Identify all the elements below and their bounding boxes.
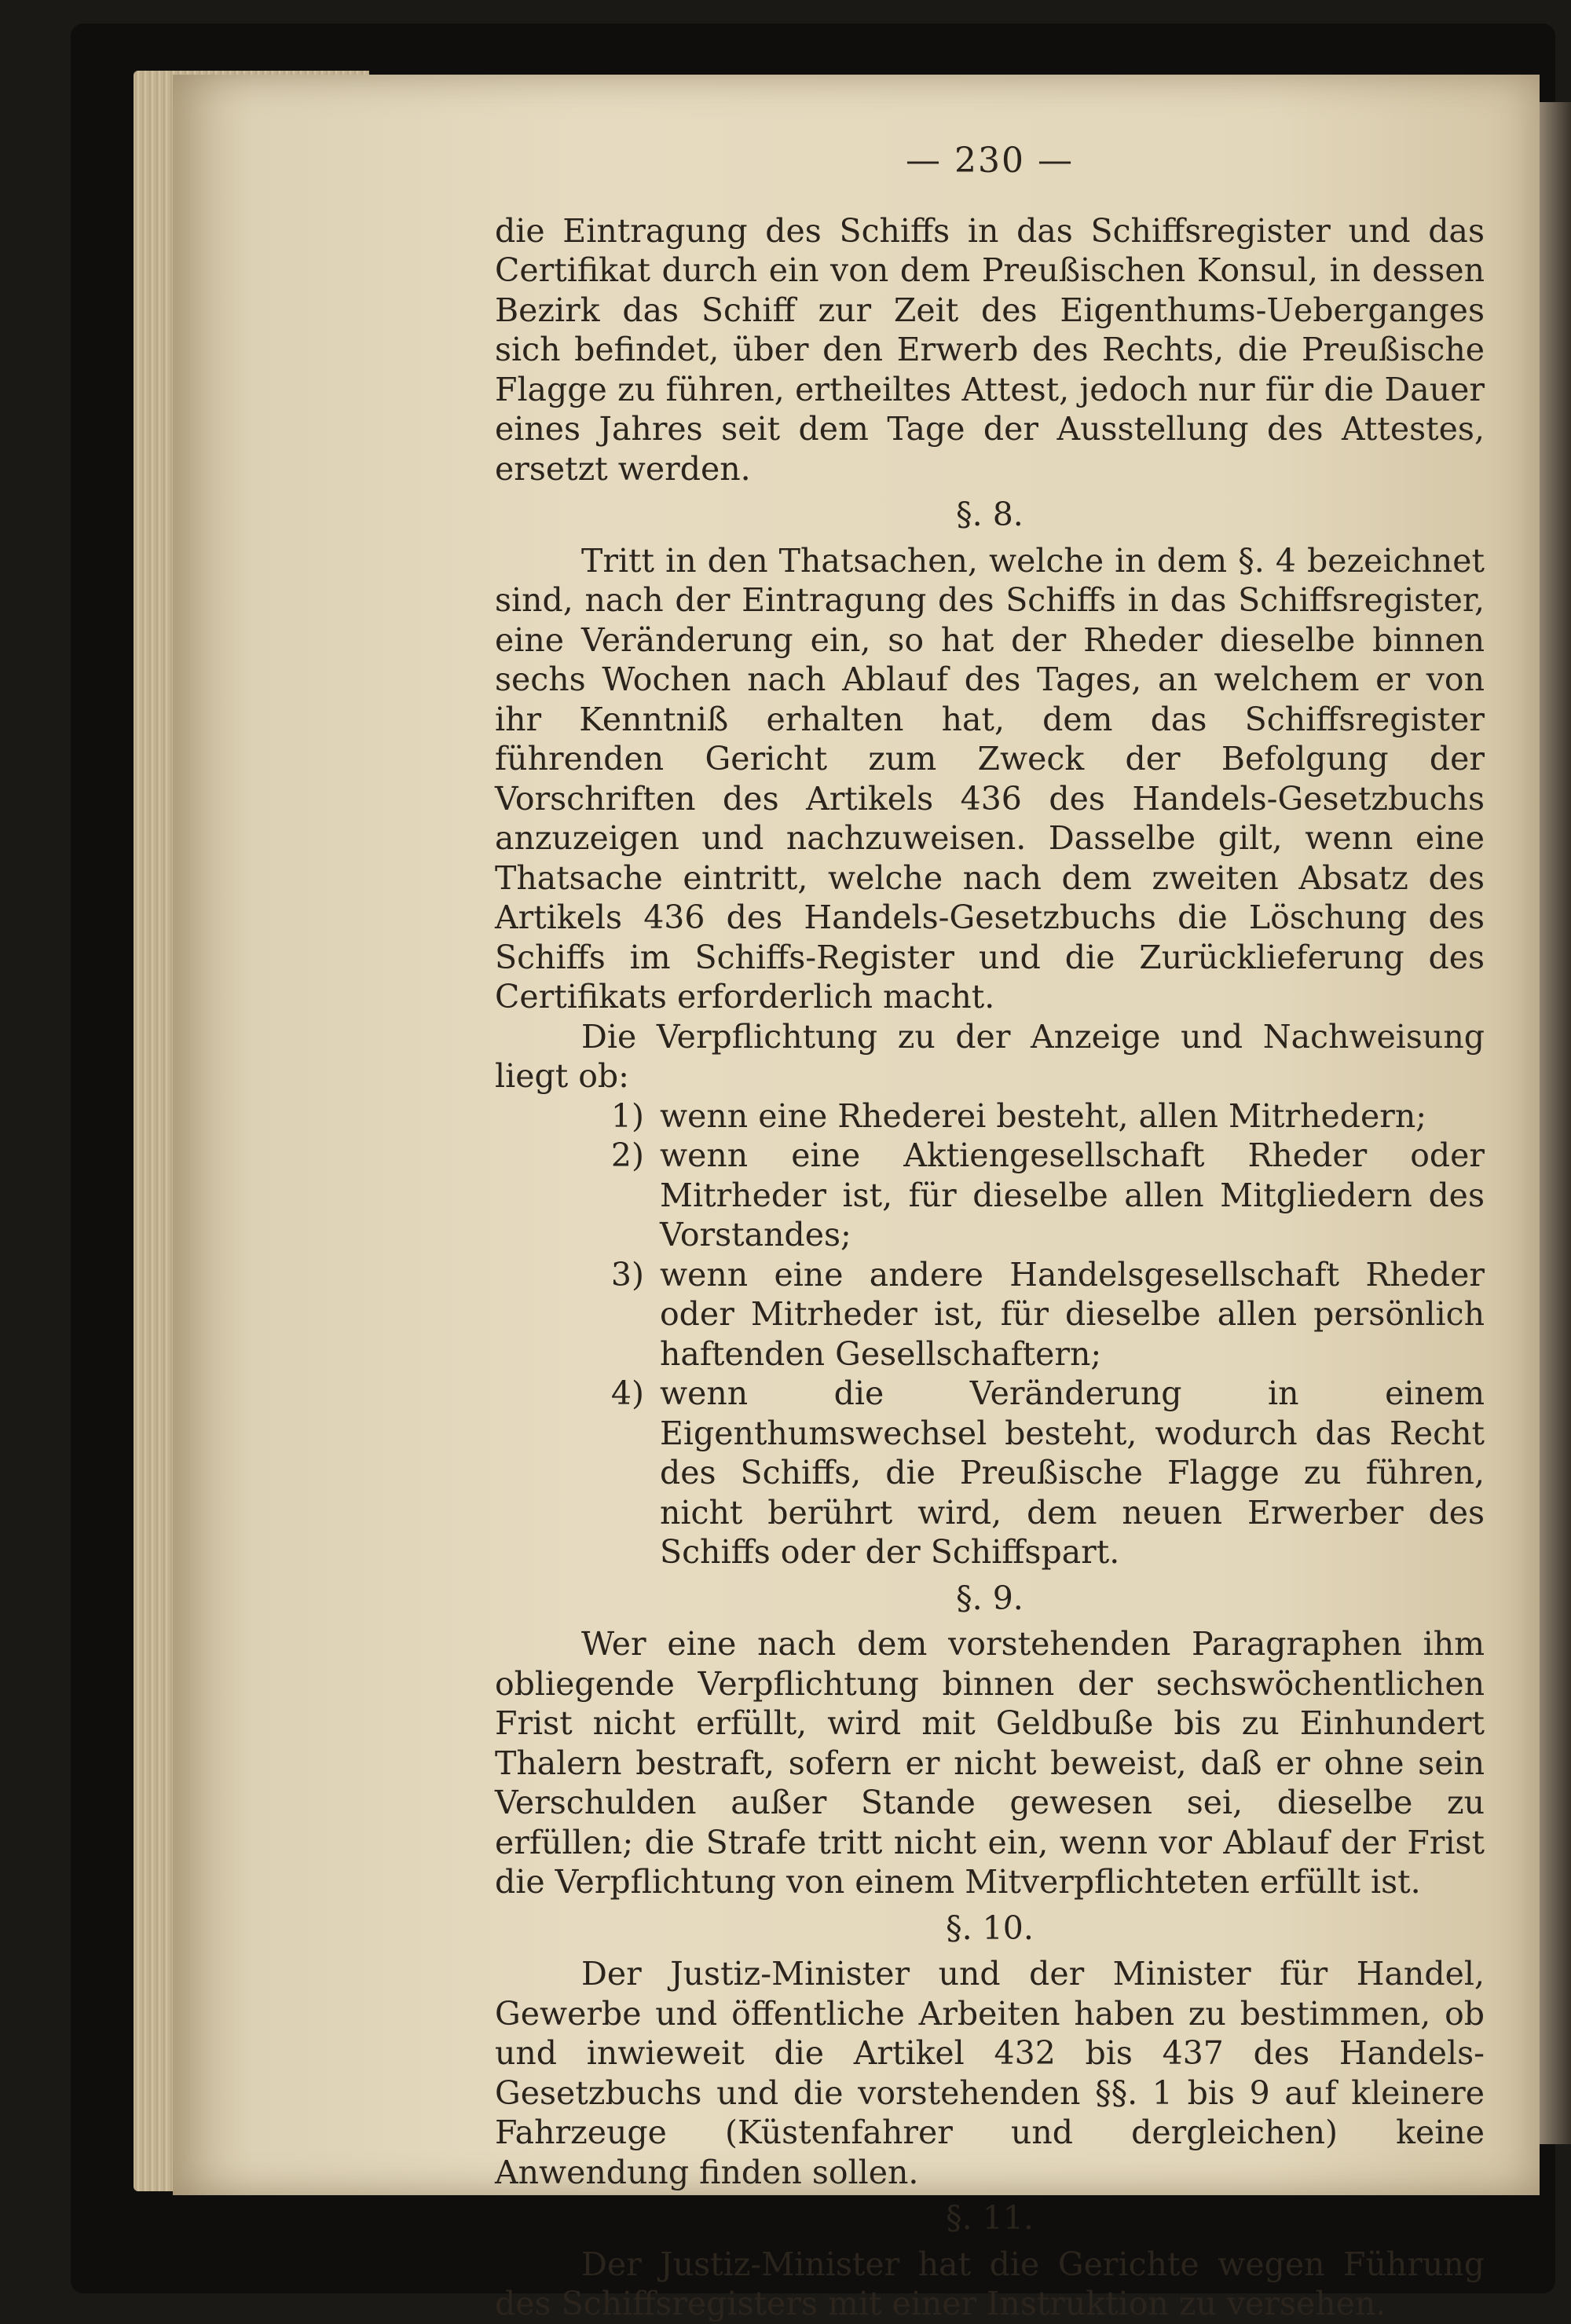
list-item [495, 1136, 1485, 1255]
list-text: wenn eine andere Handelsgesellschaft Rheder oder Mitrheder ist, für dieselbe allen persönlich haftenden Gesellschaftern; [660, 1255, 1485, 1373]
page-text [495, 141, 1485, 2324]
list-text: wenn die Veränderung in einem Eigenthumswechsel besteht, wodurch das Recht des Schiffs, die Preußische Flagge zu führen, nicht berührt wird, dem neuen Erwerber des Schiffs oder der Schiffspart. [660, 1374, 1485, 1571]
page-number: — 230 — [906, 141, 1074, 181]
paragraph-8-2: Die Verpflichtung zu der Anzeige und Nachweisung liegt ob: [495, 1017, 1485, 1095]
paragraph-11-1: Der Justiz-Minister hat die Gerichte wegen Führung des Schiffsregisters mit einer Instruktion zu versehen. [495, 2245, 1485, 2322]
paragraph-8-1: Tritt in den Thatsachen, welche in dem §. 4 bezeichnet sind, nach der Eintragung des Schiffs in das Schiffsregister, eine Veränderung ein, so hat der Rheder dieselbe binnen sechs Wochen nach Ablauf des Tages, an welchem er von ihr Kenntniß erhalten hat, dem das Schiffsregister führenden Gericht zum Zweck der Befolgung der Vorschriften des Artikels 436 des Handels-Gesetzbuchs anzuzeigen und nachzuweisen. Dasselbe gilt, wenn eine Thatsache eintritt, welche nach dem zweiten Absatz des Artikels 436 des Handels-Gesetzbuchs die Löschung des Schiffs im Schiffs-Register und die Zurücklieferung des Certifikats erforderlich macht. [495, 541, 1485, 1016]
list-number: 1) [610, 1096, 644, 1135]
paragraph-continued: die Eintragung des Schiffs in das Schiffsregister und das Certifikat durch ein von dem Preußischen Konsul, in dessen Bezirk das Schiff zur Zeit des Eigenthums-Ueberganges sich befindet, über den Erwerb des Rechts, die Preußische Flagge zu führen, ertheiltes Attest, jedoch nur für die Dauer eines Jahres seit dem Tage der Ausstellung des Attestes, ersetzt werden. [495, 211, 1485, 488]
list-number: 4) [610, 1374, 644, 1412]
section-heading-8: §. 8. [956, 496, 1024, 533]
list-item [495, 1255, 1485, 1374]
paragraph-9-1: Wer eine nach dem vorstehenden Paragraphen ihm obliegende Verpflichtung binnen der sechswöchentlichen Frist nicht erfüllt, wird mit Geldbuße bis zu Einhundert Thalern bestraft, sofern er nicht beweist, daß er ohne sein Verschulden außer Stande gewesen sei, dieselbe zu erfüllen; die Strafe tritt nicht ein, wenn vor Ablauf der Frist die Verpflichtung von einem Mitverpflichteten erfüllt ist. [495, 1625, 1485, 1901]
book-gutter [1540, 102, 1571, 2144]
list-text: wenn eine Aktiengesellschaft Rheder oder Mitrheder ist, für dieselbe allen Mitgliedern des Vorstandes; [660, 1136, 1485, 1253]
list-text: wenn eine Rhederei besteht, allen Mitrhedern; [660, 1096, 1427, 1135]
paragraph-10-1: Der Justiz-Minister und der Minister für Handel, Gewerbe und öffentliche Arbeiten haben zu bestimmen, ob und inwieweit die Artikel 432 bis 437 des Handels-Gesetzbuchs und die vorstehenden §§. 1 bis 9 auf kleinere Fahrzeuge (Küstenfahrer und dergleichen) keine Anwendung finden sollen. [495, 1955, 1485, 2191]
list-number: 3) [610, 1255, 644, 1294]
list-number: 2) [610, 1136, 644, 1174]
section-heading-10: §. 10. [946, 1909, 1034, 1947]
list-item [495, 1096, 1485, 1136]
list-item [495, 1374, 1485, 1572]
section-heading-9: §. 9. [956, 1579, 1024, 1617]
section-heading-11: §. 11. [946, 2199, 1034, 2237]
